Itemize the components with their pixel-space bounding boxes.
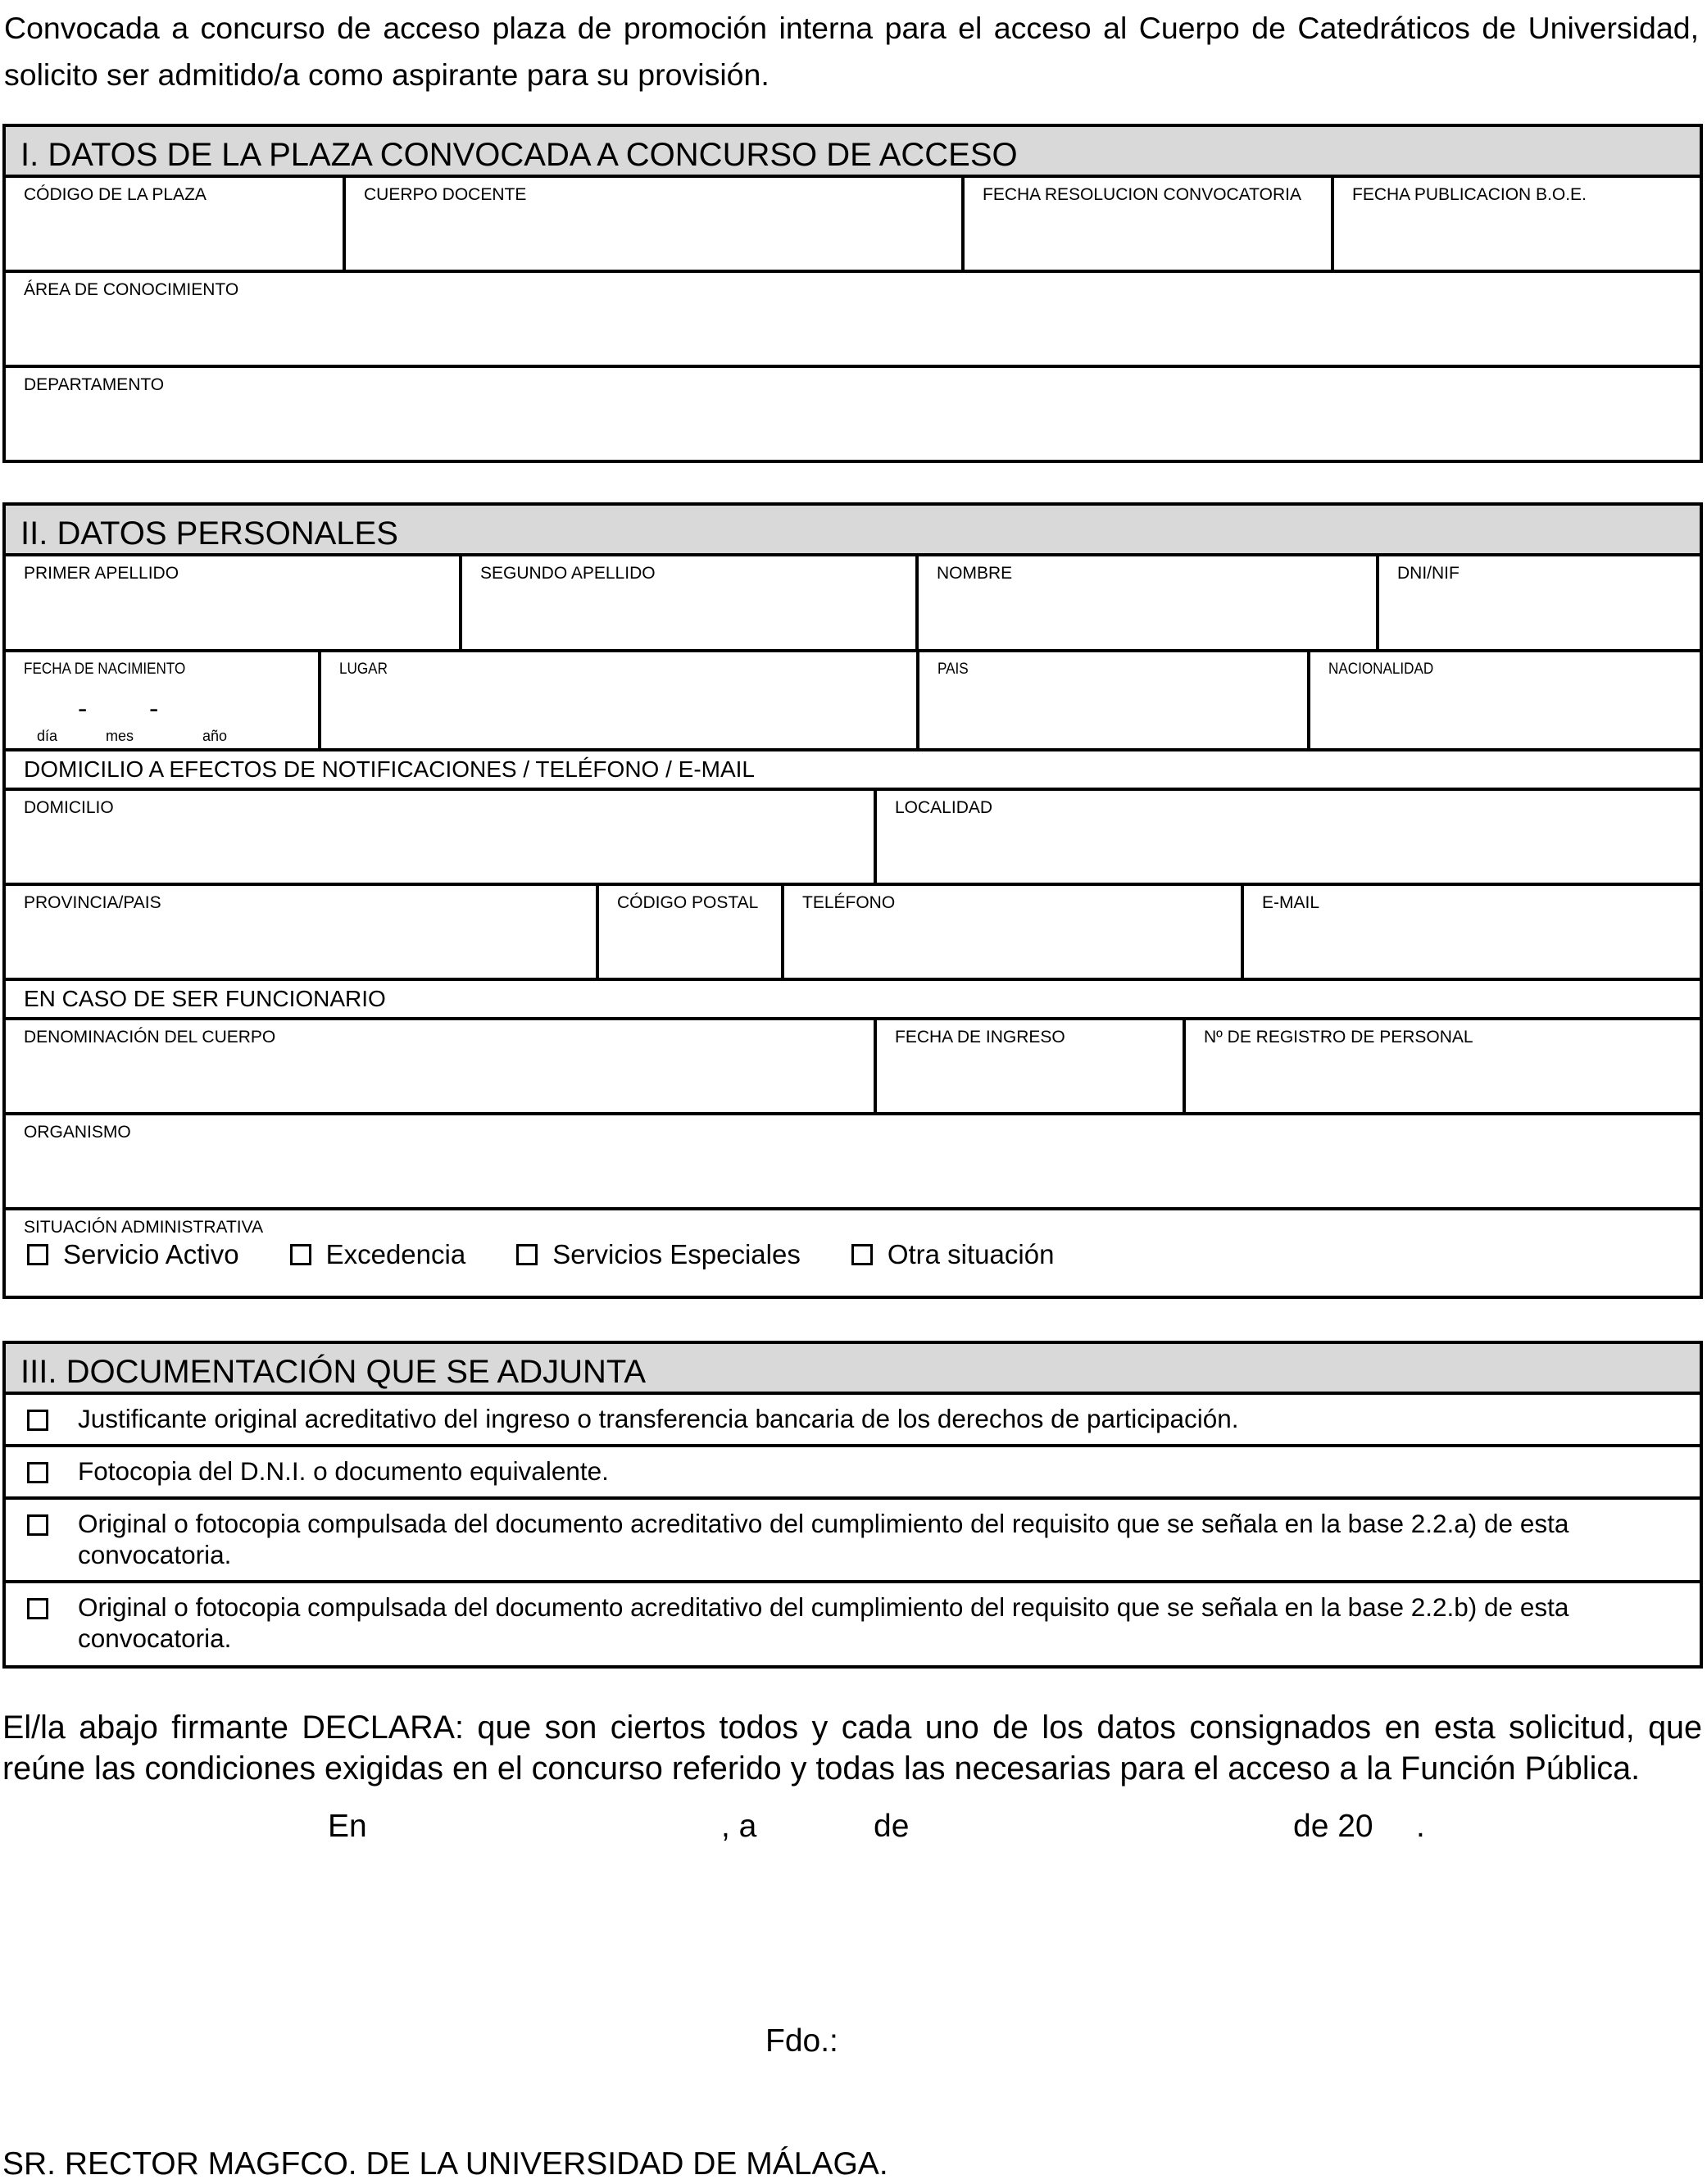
option-servicios-especiales[interactable] xyxy=(516,1238,801,1271)
date-dot: . xyxy=(1416,1809,1425,1844)
field-label: FECHA RESOLUCION CONVOCATORIA xyxy=(983,185,1301,204)
addressee: SR. RECTOR MAGFCO. DE LA UNIVERSIDAD DE MÁLAGA. xyxy=(2,2146,888,2182)
document-label: Fotocopia del D.N.I. o documento equivalente. xyxy=(78,1456,609,1486)
section-datos-personales xyxy=(2,502,1703,1299)
area-conocimiento-field[interactable] xyxy=(6,273,1700,365)
field-label: CUERPO DOCENTE xyxy=(364,185,527,204)
fecha-resolucion-field[interactable] xyxy=(965,178,1334,270)
date-separator: - xyxy=(78,693,88,724)
nombre-field[interactable] xyxy=(919,556,1379,649)
section-documentacion xyxy=(2,1341,1703,1669)
form-row xyxy=(6,1210,1700,1296)
segundo-apellido-field[interactable] xyxy=(462,556,919,649)
form-row xyxy=(6,1020,1700,1115)
registro-personal-field[interactable] xyxy=(1186,1020,1700,1112)
field-label: LUGAR xyxy=(339,661,388,678)
dni-field[interactable] xyxy=(1379,556,1700,649)
section-title: I. DATOS DE LA PLAZA CONVOCADA A CONCURSO DE ACCESO xyxy=(6,127,1700,178)
field-label: DNI/NIF xyxy=(1397,564,1460,583)
organismo-field[interactable] xyxy=(6,1115,1700,1207)
document-label: Original o fotocopia compulsada del documento acreditativo del cumplimiento del requisito que se señala en la base 2.2.b) de esta convocatoria. xyxy=(78,1592,1569,1653)
field-label: TELÉFONO xyxy=(802,893,896,912)
form-row xyxy=(6,1115,1700,1210)
denominacion-cuerpo-field[interactable] xyxy=(6,1020,877,1112)
checkbox[interactable] xyxy=(516,1244,538,1265)
checkbox[interactable] xyxy=(27,1598,48,1619)
fecha-nacimiento-field[interactable] xyxy=(6,652,321,748)
cuerpo-docente-field[interactable] xyxy=(346,178,965,270)
localidad-field[interactable] xyxy=(877,791,1700,883)
fecha-publicacion-field[interactable] xyxy=(1334,178,1700,270)
form-row xyxy=(6,652,1700,751)
dia-label: día xyxy=(37,728,58,744)
fecha-ingreso-field[interactable] xyxy=(877,1020,1186,1112)
field-label: NOMBRE xyxy=(937,564,1013,583)
option-excedencia[interactable] xyxy=(290,1238,466,1271)
field-label: Nº DE REGISTRO DE PERSONAL xyxy=(1204,1028,1473,1047)
checkbox[interactable] xyxy=(27,1244,48,1265)
field-label: FECHA DE INGRESO xyxy=(895,1028,1065,1047)
field-label: SEGUNDO APELLIDO xyxy=(480,564,656,583)
checkbox[interactable] xyxy=(27,1514,48,1536)
telefono-field[interactable] xyxy=(784,886,1244,978)
option-servicio-activo[interactable] xyxy=(27,1238,239,1271)
option-label: Servicio Activo xyxy=(63,1239,239,1269)
field-label: PAIS xyxy=(937,661,969,678)
option-label: Excedencia xyxy=(325,1239,466,1269)
email-field[interactable] xyxy=(1244,886,1700,978)
field-label: CÓDIGO DE LA PLAZA xyxy=(24,185,207,204)
form-row xyxy=(6,556,1700,652)
option-label: Servicios Especiales xyxy=(552,1239,801,1269)
situacion-options xyxy=(27,1238,1105,1271)
lugar-field[interactable] xyxy=(321,652,919,748)
form-row xyxy=(6,178,1700,273)
funcionario-subheader: EN CASO DE SER FUNCIONARIO xyxy=(6,981,1700,1020)
field-label: CÓDIGO POSTAL xyxy=(617,893,759,912)
field-label: LOCALIDAD xyxy=(895,798,993,817)
document-item[interactable] xyxy=(6,1447,1700,1500)
form-row xyxy=(6,791,1700,886)
departamento-field[interactable] xyxy=(6,368,1700,460)
provincia-field[interactable] xyxy=(6,886,599,978)
form-row xyxy=(6,273,1700,368)
field-label: DENOMINACIÓN DEL CUERPO xyxy=(24,1028,276,1047)
document-item[interactable] xyxy=(6,1395,1700,1447)
checkbox[interactable] xyxy=(851,1244,873,1265)
field-label: E-MAIL xyxy=(1262,893,1320,912)
mes-label: mes xyxy=(106,728,134,744)
declaration-text: El/la abajo firmante DECLARA: que son ciertos todos y cada uno de los datos consignados en esta solicitud, que reúne las condiciones exigidas en el concurso referido y todas las necesarias para el acceso a la Función Pública. xyxy=(2,1710,1702,1787)
domicilio-subheader: DOMICILIO A EFECTOS DE NOTIFICACIONES / TELÉFONO / E-MAIL xyxy=(6,751,1700,791)
date-separator: - xyxy=(149,693,159,724)
field-label: ORGANISMO xyxy=(24,1123,131,1142)
option-label: Otra situación xyxy=(887,1239,1055,1269)
section-plaza xyxy=(2,124,1703,463)
pais-field[interactable] xyxy=(919,652,1310,748)
codigo-postal-field[interactable] xyxy=(599,886,784,978)
date-de: de xyxy=(874,1809,910,1844)
checkbox[interactable] xyxy=(290,1244,311,1265)
checkbox[interactable] xyxy=(27,1462,48,1483)
field-label: PROVINCIA/PAIS xyxy=(24,893,161,912)
nacionalidad-field[interactable] xyxy=(1310,652,1700,748)
field-label: DOMICILIO xyxy=(24,798,114,817)
document-label: Justificante original acreditativo del ingreso o transferencia bancaria de los derechos de participación. xyxy=(78,1404,1239,1433)
form-row xyxy=(6,886,1700,981)
codigo-plaza-field[interactable] xyxy=(6,178,346,270)
document-item[interactable] xyxy=(6,1583,1700,1665)
date-de-20: de 20 xyxy=(1293,1809,1373,1844)
anio-label: año xyxy=(202,728,228,744)
form-row xyxy=(6,368,1700,460)
checkbox[interactable] xyxy=(27,1410,48,1431)
domicilio-field[interactable] xyxy=(6,791,877,883)
field-label: DEPARTAMENTO xyxy=(24,375,165,394)
field-label: NACIONALIDAD xyxy=(1328,661,1434,678)
situacion-administrativa-field xyxy=(6,1210,1700,1296)
field-label: SITUACIÓN ADMINISTRATIVA xyxy=(24,1218,264,1237)
section-title: II. DATOS PERSONALES xyxy=(6,506,1700,556)
document-label: Original o fotocopia compulsada del documento acreditativo del cumplimiento del requisito que se señala en la base 2.2.a) de esta convocatoria. xyxy=(78,1509,1569,1569)
place-a: , a xyxy=(721,1809,757,1844)
field-label: ÁREA DE CONOCIMIENTO xyxy=(24,280,239,299)
option-otra-situacion[interactable] xyxy=(851,1238,1055,1271)
signature-label: Fdo.: xyxy=(765,2023,838,2059)
primer-apellido-field[interactable] xyxy=(6,556,462,649)
place-en: En xyxy=(328,1809,367,1844)
document-item[interactable] xyxy=(6,1500,1700,1583)
field-label: FECHA PUBLICACION B.O.E. xyxy=(1352,185,1587,204)
field-label: FECHA DE NACIMIENTO xyxy=(24,661,186,678)
intro-text: Convocada a concurso de acceso plaza de promoción interna para el acceso al Cuerpo de Catedráticos de Universidad, solicito ser admitido/a como aspirante para su provisión. xyxy=(4,11,1699,92)
field-label: PRIMER APELLIDO xyxy=(24,564,179,583)
section-title: III. DOCUMENTACIÓN QUE SE ADJUNTA xyxy=(6,1344,1700,1395)
